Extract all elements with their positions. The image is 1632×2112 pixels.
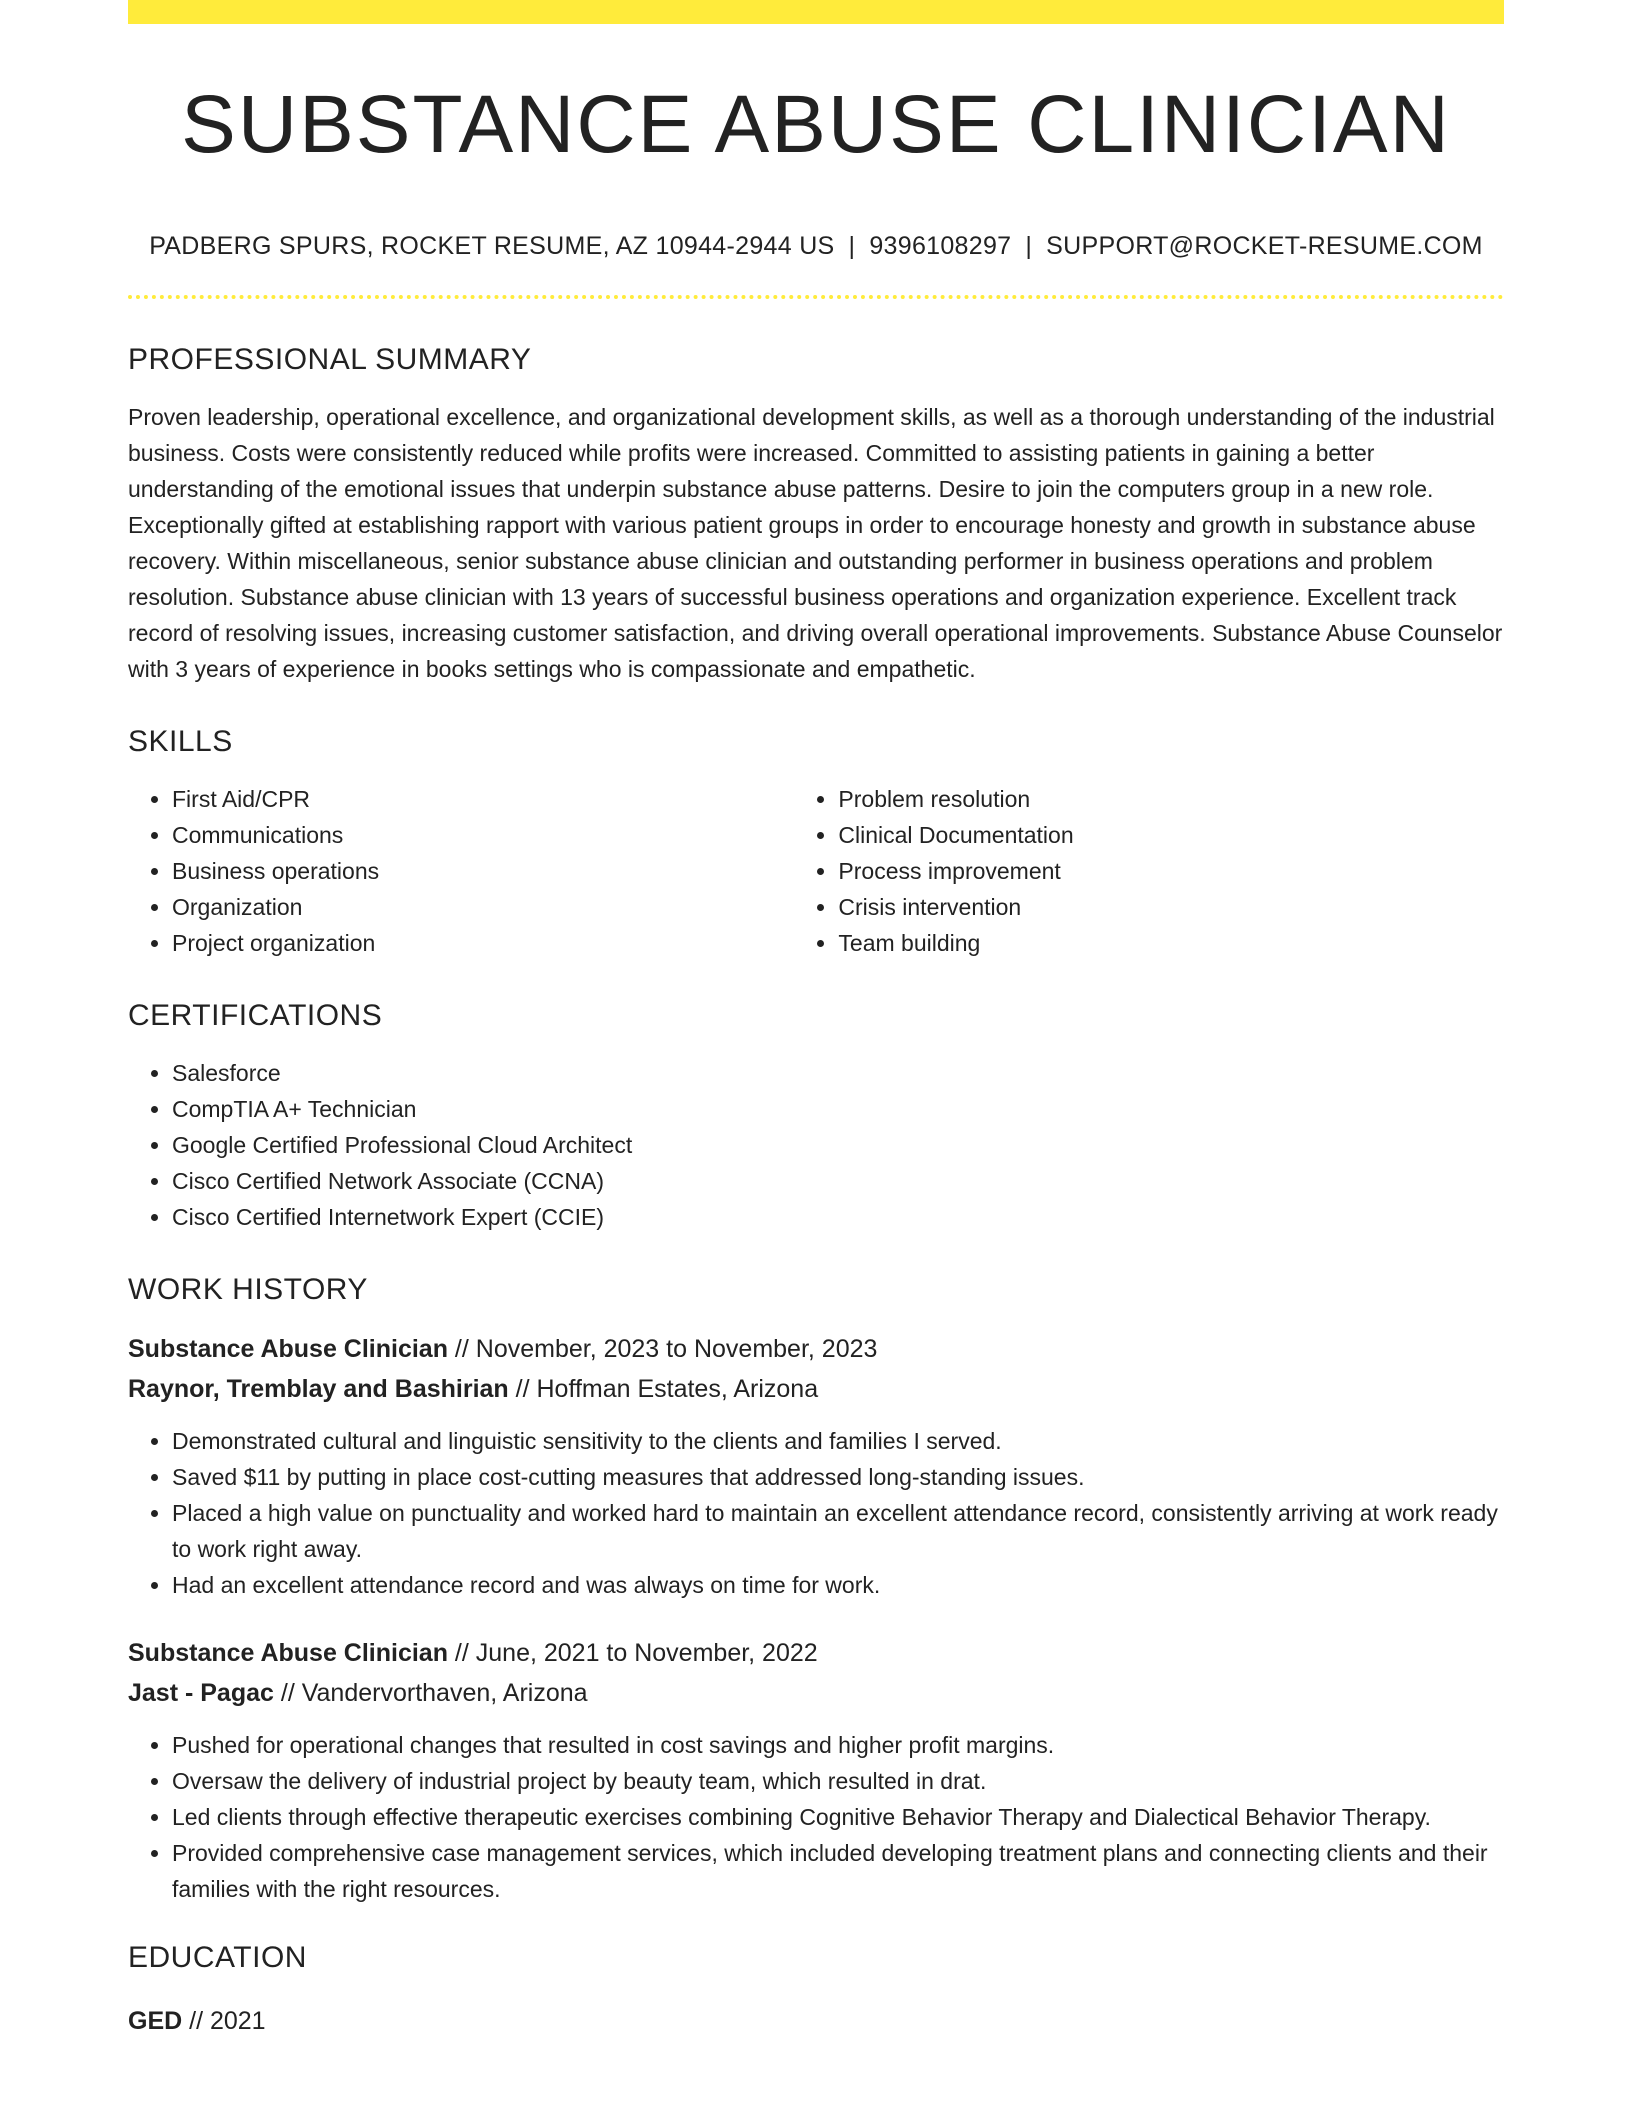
list-item: • Communications <box>172 817 794 853</box>
education-entry <box>128 2001 1504 2041</box>
contact-phone: 9396108297 <box>869 232 1012 260</box>
list-item: • First Aid/CPR <box>172 781 794 817</box>
job-entry <box>128 1633 1504 1907</box>
top-accent-bar <box>128 0 1504 24</box>
contact-address: PADBERG SPURS, ROCKET RESUME, AZ 10944-2944 US <box>149 232 835 260</box>
list-item: • Organization <box>172 889 794 925</box>
list-item: • Google Certified Professional Cloud Architect <box>172 1127 1504 1163</box>
dotted-divider <box>128 295 1504 299</box>
job-company-line <box>128 1369 1504 1409</box>
skills-list-left <box>128 781 794 961</box>
job-company-line <box>128 1673 1504 1713</box>
list-item: • Led clients through effective therapeutic exercises combining Cognitive Behavior Therapy and Dialectical Behavior Therapy. <box>172 1799 1504 1835</box>
skills-columns <box>128 781 1504 961</box>
list-item: • Cisco Certified Network Associate (CCNA) <box>172 1163 1504 1199</box>
list-item: • Clinical Documentation <box>838 817 1504 853</box>
resume-title: SUBSTANCE ABUSE CLINICIAN <box>181 79 1451 170</box>
list-item: • CompTIA A+ Technician <box>172 1091 1504 1127</box>
list-item: • Had an excellent attendance record and was always on time for work. <box>172 1567 1504 1603</box>
job-company: Jast - Pagac <box>128 1679 274 1707</box>
job-role: Substance Abuse Clinician <box>128 1639 448 1667</box>
list-item: • Project organization <box>172 925 794 961</box>
list-item: • Team building <box>838 925 1504 961</box>
section-title-work-history: WORK HISTORY <box>128 1273 368 1306</box>
list-item: • Crisis intervention <box>838 889 1504 925</box>
list-item: • Pushed for operational changes that resulted in cost savings and higher profit margins. <box>172 1727 1504 1763</box>
list-item: • Salesforce <box>172 1055 1504 1091</box>
list-item: • Placed a high value on punctuality and worked hard to maintain an excellent attendance record, consistently arriving at work ready to work right away. <box>172 1495 1504 1567</box>
education-degree: GED <box>128 2007 183 2035</box>
job-dates: // November, 2023 to November, 2023 <box>447 1335 878 1363</box>
education-year: // 2021 <box>182 2007 266 2035</box>
section-title-education: EDUCATION <box>128 1941 307 1974</box>
job-dates: // June, 2021 to November, 2022 <box>447 1639 818 1667</box>
job-entry <box>128 1329 1504 1603</box>
job-bullets <box>128 1727 1504 1907</box>
job-bullets <box>128 1423 1504 1603</box>
list-item: • Problem resolution <box>838 781 1504 817</box>
job-location: // Hoffman Estates, Arizona <box>508 1375 819 1403</box>
job-role: Substance Abuse Clinician <box>128 1335 448 1363</box>
contact-line <box>128 232 1504 261</box>
job-company: Raynor, Tremblay and Bashirian <box>128 1375 509 1403</box>
section-title-certifications: CERTIFICATIONS <box>128 999 383 1032</box>
list-item: • Oversaw the delivery of industrial project by beauty team, which resulted in drat. <box>172 1763 1504 1799</box>
summary-text: Proven leadership, operational excellence, and organizational development skills, as well as a thorough understanding of the industrial business. Costs were consistently reduced while profits were increased. Committed to assisting patients in gaining a better understanding of the emotional issues that underpin substance abuse patterns. Desire to join the computers group in a new role. Exceptionally gifted at establishing rapport with various patient groups in order to encourage honesty and growth in substance abuse recovery. Within miscellaneous, senior substance abuse clinician and outstanding performer in business operations and problem resolution. Substance abuse clinician with 13 years of successful business operations and organization experience. Excellent track record of resolving issues, increasing customer satisfaction, and driving overall operational improvements. Substance Abuse Counselor with 3 years of experience in books settings who is compassionate and empathetic. <box>128 404 1503 682</box>
list-item: • Process improvement <box>838 853 1504 889</box>
contact-separator: | <box>848 232 856 260</box>
resume-page <box>128 0 1504 2041</box>
certifications-list <box>128 1055 1504 1235</box>
section-title-skills: SKILLS <box>128 725 233 758</box>
skills-list-right <box>794 781 1504 961</box>
list-item: • Business operations <box>172 853 794 889</box>
list-item: • Cisco Certified Internetwork Expert (CCIE) <box>172 1199 1504 1235</box>
list-item: • Demonstrated cultural and linguistic sensitivity to the clients and families I served. <box>172 1423 1504 1459</box>
section-title-summary: PROFESSIONAL SUMMARY <box>128 343 532 376</box>
list-item: • Saved $11 by putting in place cost-cutting measures that addressed long-standing issues. <box>172 1459 1504 1495</box>
job-role-line <box>128 1633 1504 1673</box>
contact-email: SUPPORT@ROCKET-RESUME.COM <box>1046 232 1483 260</box>
job-location: // Vandervorthaven, Arizona <box>273 1679 588 1707</box>
contact-separator: | <box>1025 232 1033 260</box>
list-item: • Provided comprehensive case management services, which included developing treatment plans and connecting clients and their families with the right resources. <box>172 1835 1504 1907</box>
job-role-line <box>128 1329 1504 1369</box>
